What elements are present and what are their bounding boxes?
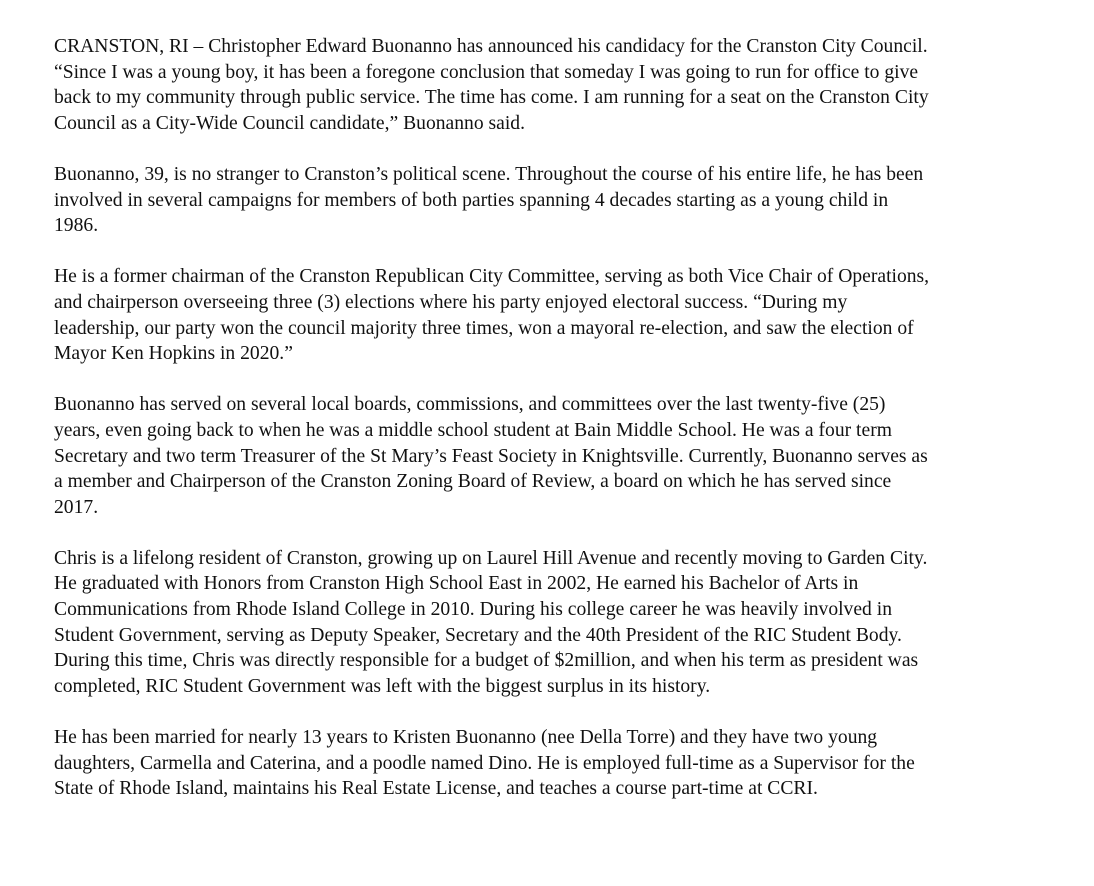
text-line: During this time, Chris was directly responsible for a budget of $2million, and when his term as president was	[54, 650, 919, 672]
text-line: Student Government, serving as Deputy Speaker, Secretary and the 40th President of the RIC Student Body.	[54, 624, 902, 646]
text-line: and chairperson overseeing three (3) elections where his party enjoyed electoral success. “During my	[54, 291, 848, 313]
text-line: Communications from Rhode Island College in 2010. During his college career he was heavily involved in	[54, 599, 892, 621]
paragraph-party-leadership	[54, 264, 1054, 366]
text-line: CRANSTON, RI – Christopher Edward Buonanno has announced his candidacy for the Cranston City Council.	[54, 36, 928, 57]
text-line: back to my community through public service. The time has come. I am running for a seat on the Cranston City	[54, 87, 929, 109]
text-line: years, even going back to when he was a middle school student at Bain Middle School. He was a four term	[54, 419, 892, 441]
paragraph-personal-life	[54, 725, 1054, 802]
text-line: Chris is a lifelong resident of Cranston, growing up on Laurel Hill Avenue and recently moving to Garden City.	[54, 547, 928, 569]
text-line: involved in several campaigns for members of both parties spanning 4 decades starting as a young child in	[54, 189, 889, 211]
text-line: completed, RIC Student Government was left with the biggest surplus in its history.	[54, 675, 711, 697]
paragraph-announcement	[54, 34, 1054, 136]
text-line: Council as a City-Wide Council candidate,” Buonanno said.	[54, 112, 525, 134]
text-line: Secretary and two term Treasurer of the St Mary’s Feast Society in Knightsville. Currently, Buonanno serves as	[54, 445, 928, 467]
paragraph-public-service	[54, 392, 1054, 520]
text-line: leadership, our party won the council majority three times, won a mayoral re-election, and saw the election of	[54, 317, 914, 339]
paragraph-political-background	[54, 162, 1054, 239]
text-line: Buonanno has served on several local boards, commissions, and committees over the last twenty-five (25)	[54, 394, 886, 416]
text-line: “Since I was a young boy, it has been a foregone conclusion that someday I was going to run for office to give	[54, 61, 919, 83]
text-line: He has been married for nearly 13 years to Kristen Buonanno (nee Della Torre) and they have two young	[54, 727, 878, 749]
text-line: State of Rhode Island, maintains his Real Estate License, and teaches a course part-time at CCRI.	[54, 778, 818, 800]
text-line: Buonanno, 39, is no stranger to Cranston’s political scene. Throughout the course of his entire life, he has been	[54, 163, 924, 185]
press-release-body	[54, 34, 1054, 827]
text-line: He graduated with Honors from Cranston High School East in 2002, He earned his Bachelor of Arts in	[54, 573, 859, 595]
paragraph-education	[54, 546, 1054, 700]
text-line: 1986.	[54, 215, 99, 237]
text-line: Mayor Ken Hopkins in 2020.”	[54, 343, 293, 365]
text-line: daughters, Carmella and Caterina, and a poodle named Dino. He is employed full-time as a Supervisor for the	[54, 752, 915, 774]
text-line: a member and Chairperson of the Cranston Zoning Board of Review, a board on which he has served since	[54, 471, 892, 493]
text-line: He is a former chairman of the Cranston Republican City Committee, serving as both Vice Chair of Operations,	[54, 266, 930, 288]
text-line: 2017.	[54, 496, 99, 518]
